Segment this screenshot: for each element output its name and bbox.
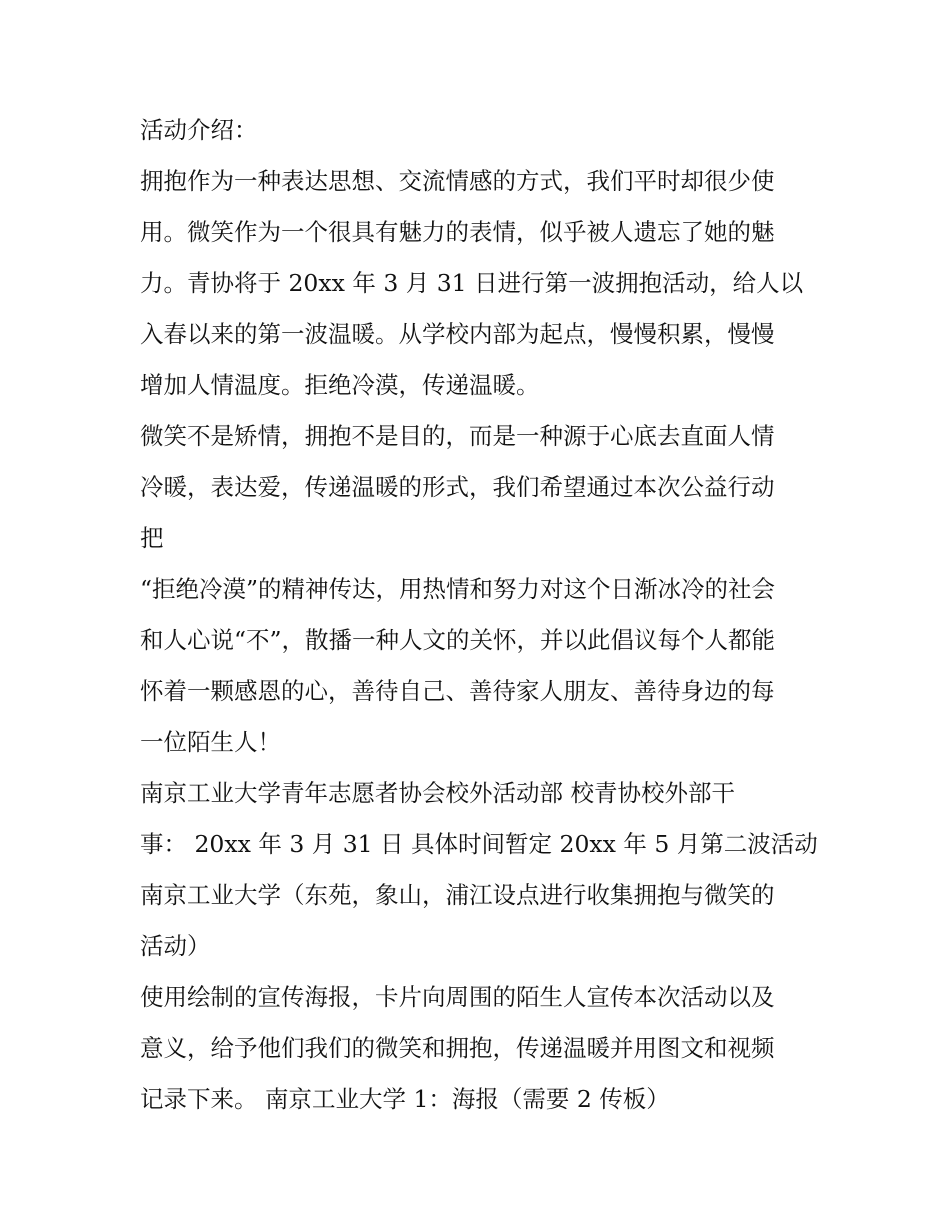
paragraph-line: 记录下来。 南京工业大学 1：海报（需要 2 传板）	[140, 1085, 670, 1113]
paragraph-line: 用。微笑作为一个很具有魅力的表情，似乎被人遗忘了她的魅	[140, 218, 775, 246]
paragraph-line: 南京工业大学青年志愿者协会校外活动部 校青协校外部干	[140, 779, 735, 807]
paragraph-line: 使用绘制的宣传海报，卡片向周围的陌生人宣传本次活动以及	[140, 983, 775, 1011]
paragraph-line: 一位陌生人！	[140, 728, 281, 756]
paragraph-line: 意义，给予他们我们的微笑和拥抱，传递温暖并用图文和视频	[140, 1034, 775, 1062]
paragraph-line: 力。青协将于 20xx 年 3 月 31 日进行第一波拥抱活动，给人以	[140, 269, 804, 297]
paragraph-line: 微笑不是矫情，拥抱不是目的，而是一种源于心底去直面人情	[140, 422, 775, 450]
document-body	[140, 105, 820, 1125]
section-heading: 活动介绍：	[140, 116, 258, 144]
paragraph-line: 冷暖，表达爱，传递温暖的形式，我们希望通过本次公益行动	[140, 473, 775, 501]
paragraph-line: 入春以来的第一波温暖。从学校内部为起点，慢慢积累，慢慢	[140, 320, 775, 348]
paragraph-line: 和人心说“不”，散播一种人文的关怀，并以此倡议每个人都能	[140, 626, 776, 654]
paragraph-line: 南京工业大学（东苑，象山，浦江设点进行收集拥抱与微笑的	[140, 881, 775, 909]
paragraph-line: 活动）	[140, 932, 211, 960]
paragraph-line: 怀着一颗感恩的心，善待自己、善待家人朋友、善待身边的每	[140, 677, 775, 705]
paragraph-line: 事： 20xx 年 3 月 31 日 具体时间暂定 20xx 年 5 月第二波活动	[140, 830, 818, 858]
paragraph-line: 增加人情温度。拒绝冷漠，传递温暖。	[140, 371, 540, 399]
paragraph-line: 把	[140, 524, 164, 552]
paragraph-line: 拥抱作为一种表达思想、交流情感的方式，我们平时却很少使	[140, 167, 775, 195]
paragraph-line: “拒绝冷漠”的精神传达，用热情和努力对这个日渐冰冷的社会	[140, 575, 776, 603]
